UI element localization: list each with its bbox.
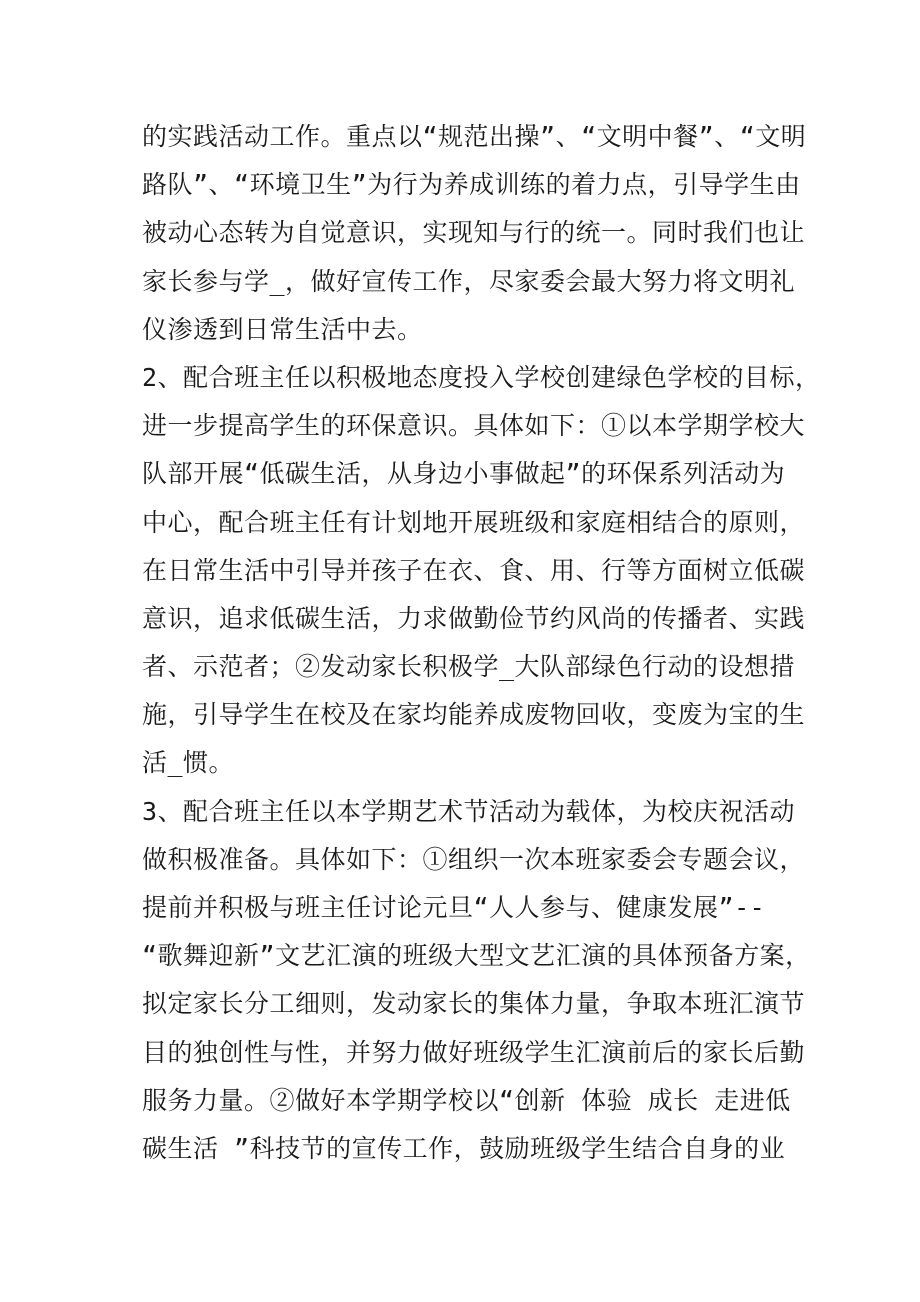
text-line: 在日常生活中引导并孩子在衣、食、用、行等方面树立低碳 (142, 555, 806, 585)
text-line: 队部开展“低碳生活，从身边小事做起”的环保系列活动为 (142, 459, 786, 489)
text-line: 目的独创性与性，并努力做好班级学生汇演前后的家长后勤 (142, 1037, 806, 1067)
text-line: 施，引导学生在校及在家均能养成废物回收，变废为宝的生 (142, 700, 806, 730)
text-line: 路队”、“环境卫生”为行为养成训练的着力点，引导学生由 (142, 170, 801, 200)
text-line: 服务力量。②做好本学期学校以“创新 体验 成长 走进低 (142, 1085, 791, 1115)
text-line: 者、示范者；②发动家长积极学_大队部绿色行动的设想措 (142, 652, 796, 682)
text-line: 提前并积极与班主任讨论元旦“人人参与、健康发展”-- (142, 893, 766, 922)
text-line: 的实践活动工作。重点以“规范出操”、“文明中餐”、“文明 (142, 122, 807, 151)
text-line: 意识，追求低碳生活，力求做勤俭节约风尚的传播者、实践 (142, 603, 806, 633)
text-line: 碳生活 ”科技节的宣传工作，鼓励班级学生结合自身的业 (142, 1133, 786, 1163)
text-line: “歌舞迎新”文艺汇演的班级大型文艺汇演的具体预备方案， (142, 941, 811, 971)
text-line: 2、配合班主任以积极地态度投入学校创建绿色学校的目标， (142, 362, 821, 392)
text-line: 进一步提高学生的环保意识。具体如下：①以本学期学校大 (142, 411, 806, 441)
text-line: 家长参与学_，做好宣传工作，尽家委会最大努力将文明礼 (142, 266, 796, 296)
text-line: 活_惯。 (142, 748, 235, 778)
text-line: 拟定家长分工细则，发动家长的集体力量，争取本班汇演节 (142, 989, 806, 1019)
text-line: 仪渗透到日常生活中去。 (142, 314, 423, 344)
body-text (142, 113, 821, 1173)
text-line: 3、配合班主任以本学期艺术节活动为载体，为校庆祝活动 (142, 796, 796, 826)
text-line: 做积极准备。具体如下：①组织一次本班家委会专题会议， (142, 844, 806, 874)
text-line: 中心，配合班主任有计划地开展班级和家庭相结合的原则， (142, 507, 806, 537)
text-line: 被动心态转为自觉意识，实现知与行的统一。同时我们也让 (142, 218, 806, 248)
